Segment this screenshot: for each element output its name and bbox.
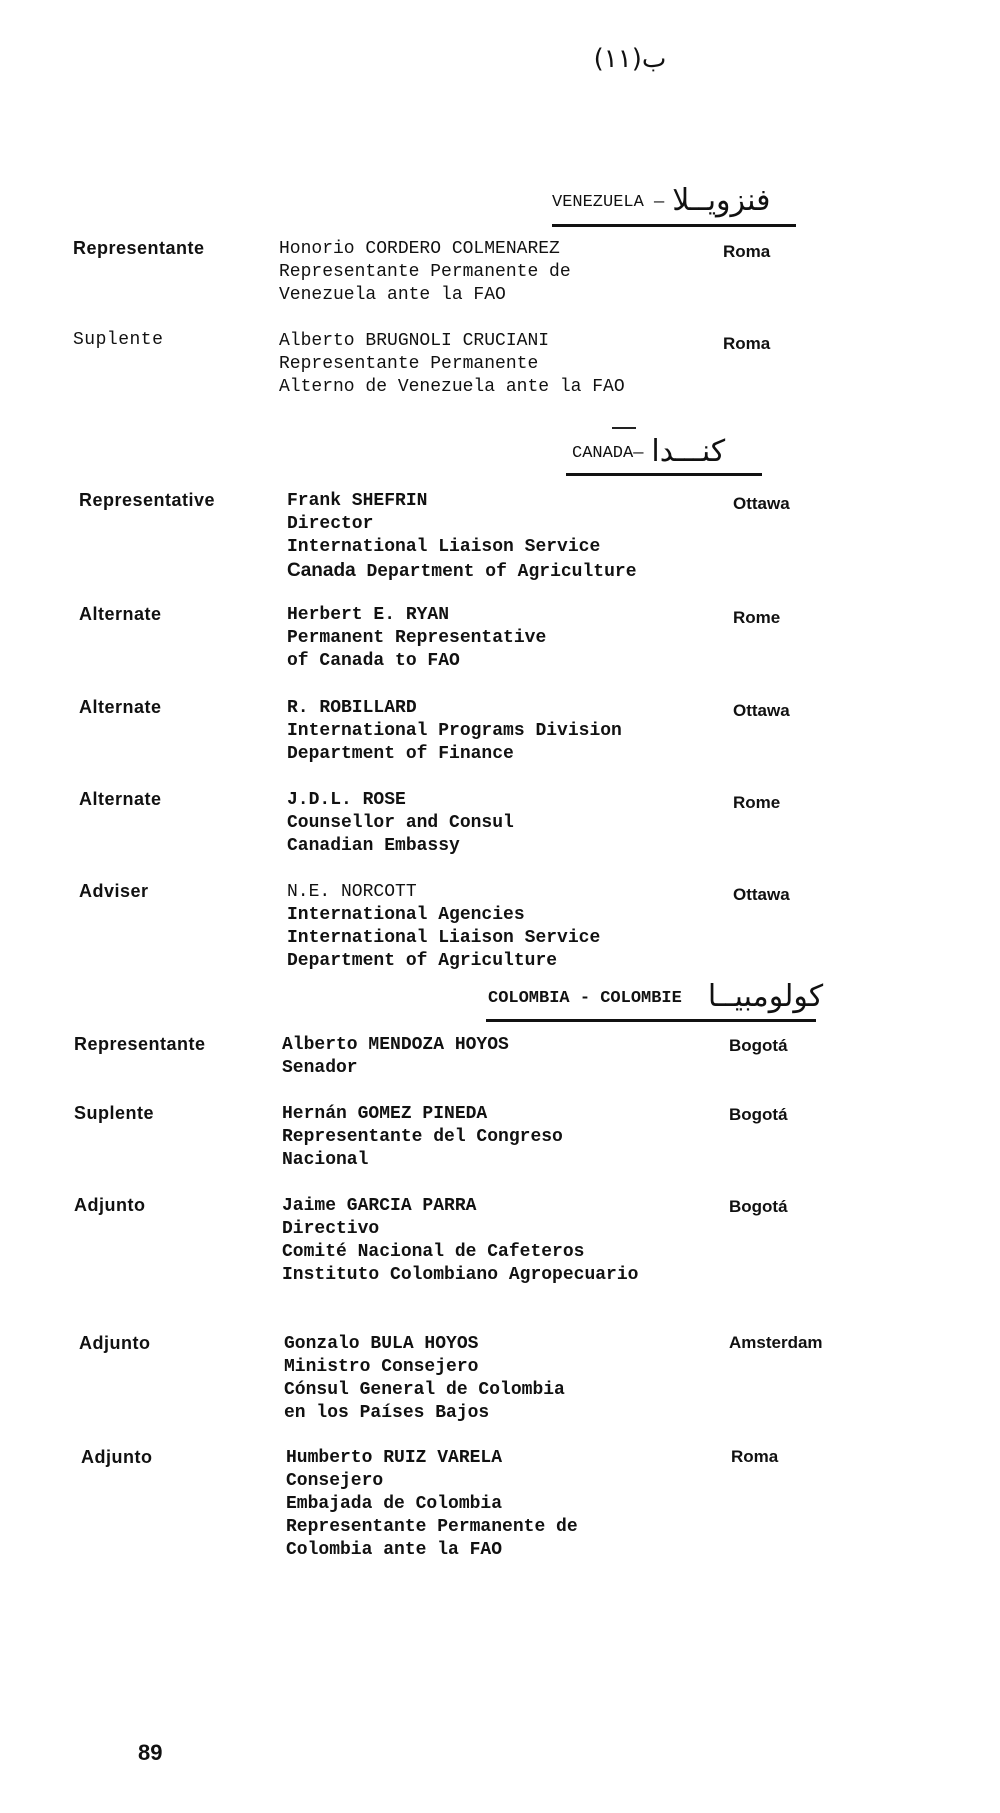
page-marker: ب(١١) (593, 44, 667, 74)
country-word: Canada (287, 560, 356, 581)
delegate-detail-line: Venezuela ante la FAO (279, 285, 506, 305)
delegate-detail-line: International Agencies (287, 905, 525, 925)
delegate-details (282, 1103, 563, 1172)
delegate-detail-line: of Canada to FAO (287, 651, 460, 671)
delegate-name: Jaime GARCIA PARRA (282, 1196, 477, 1216)
delegate-name: Gonzalo BULA HOYOS (284, 1334, 479, 1354)
delegate-detail-line: Permanent Representative (287, 628, 547, 648)
delegate-details (282, 1195, 638, 1287)
role-label: Alternate (79, 604, 162, 624)
delegate-detail-line: Senador (282, 1058, 358, 1078)
delegate-detail-line: Representante Permanente (279, 354, 539, 374)
role-label: Alternate (79, 697, 162, 717)
delegate-details (287, 604, 546, 673)
section-heading-colombia (488, 979, 824, 1014)
delegate-details (279, 238, 571, 307)
delegate-detail-line: Embajada de Colombia (286, 1494, 503, 1514)
delegate-details (287, 490, 637, 584)
delegate-detail-line: Comité Nacional de Cafeteros (282, 1242, 585, 1262)
department-text: Department of Agriculture (366, 562, 637, 582)
page-number: 89 (138, 1740, 163, 1765)
delegate-name: R. ROBILLARD (287, 698, 417, 718)
delegate-detail-line: Ministro Consejero (284, 1357, 479, 1377)
delegate-details (287, 697, 622, 766)
delegate-details (287, 881, 600, 973)
section-title-latin: VENEZUELA — (552, 193, 665, 212)
delegate-city: Amsterdam (729, 1333, 823, 1352)
delegate-details (286, 1447, 578, 1562)
delegate-city: Rome (733, 793, 781, 812)
delegate-city: Bogotá (729, 1197, 788, 1216)
delegate-detail-line: Representante Permanente de (286, 1517, 578, 1537)
section-title-latin: COLOMBIA - COLOMBIE (488, 989, 682, 1008)
delegate-city: Ottawa (733, 701, 790, 720)
delegate-name: J.D.L. ROSE (287, 790, 406, 810)
section-title-arabic: كنـــدا (651, 434, 726, 469)
section-underline (552, 224, 796, 227)
section-underline (486, 1019, 816, 1022)
delegate-detail-line: Colombia ante la FAO (286, 1540, 503, 1560)
delegate-detail-line: International Liaison Service (287, 928, 601, 948)
delegate-details (287, 789, 514, 858)
delegate-detail-line: Canadian Embassy (287, 836, 460, 856)
delegate-detail-line: Alterno de Venezuela ante la FAO (279, 377, 625, 397)
delegate-city: Roma (723, 242, 771, 261)
delegate-name: Alberto BRUGNOLI CRUCIANI (279, 331, 550, 351)
delegate-name: Honorio CORDERO COLMENAREZ (279, 239, 560, 259)
role-label: Representante (73, 238, 205, 258)
delegate-city: Bogotá (729, 1105, 788, 1124)
role-label: Adjunto (74, 1195, 146, 1215)
delegate-detail-line: Department of Finance (287, 744, 514, 764)
role-label: Representante (74, 1034, 206, 1054)
section-title-latin: CANADA— (572, 444, 644, 463)
role-label: Representative (79, 490, 216, 510)
delegate-detail-line: Directivo (282, 1219, 380, 1239)
delegate-detail-line: Consejero (286, 1471, 384, 1491)
role-label: Suplente (74, 1103, 155, 1123)
delegate-detail-line: en los Países Bajos (284, 1403, 490, 1423)
section-heading-canada (572, 434, 726, 469)
role-label: Adjunto (81, 1447, 153, 1467)
delegate-details (279, 330, 625, 399)
role-label: Adviser (79, 881, 149, 901)
delegate-detail-line (287, 559, 637, 584)
delegate-name: Herbert E. RYAN (287, 605, 450, 625)
delegate-city: Bogotá (729, 1036, 788, 1055)
delegate-detail-line: Representante Permanente de (279, 262, 571, 282)
delegate-city: Ottawa (733, 494, 790, 513)
delegate-details (282, 1034, 509, 1080)
delegate-city: Rome (733, 608, 781, 627)
delegate-city: Roma (723, 334, 771, 353)
delegate-detail-line: Director (287, 514, 374, 534)
delegate-detail-line: Representante del Congreso (282, 1127, 563, 1147)
section-underline (566, 473, 762, 476)
delegate-detail-line: International Liaison Service (287, 537, 601, 557)
divider-dash (612, 427, 636, 429)
delegate-name: Alberto MENDOZA HOYOS (282, 1035, 509, 1055)
delegate-name: Hernán GOMEZ PINEDA (282, 1104, 488, 1124)
section-title-arabic: فنزويــلا (672, 183, 771, 218)
delegate-detail-line: Department of Agriculture (287, 951, 558, 971)
delegate-detail-line: Nacional (282, 1150, 369, 1170)
delegate-detail-line: International Programs Division (287, 721, 622, 741)
delegate-details (284, 1333, 565, 1425)
role-label: Adjunto (79, 1333, 151, 1353)
delegate-name: Humberto RUIZ VARELA (286, 1448, 503, 1468)
delegate-name: N.E. NORCOTT (287, 882, 417, 902)
delegate-detail-line: Cónsul General de Colombia (284, 1380, 565, 1400)
delegate-city: Roma (731, 1447, 779, 1466)
section-title-arabic: كولومبيــا (707, 979, 824, 1014)
delegate-city: Ottawa (733, 885, 790, 904)
role-label: Alternate (79, 789, 162, 809)
delegate-detail-line: Instituto Colombiano Agropecuario (282, 1265, 639, 1285)
delegate-detail-line: Counsellor and Consul (287, 813, 514, 833)
role-label: Suplente (73, 330, 164, 350)
delegate-name: Frank SHEFRIN (287, 491, 428, 511)
section-heading-venezuela (552, 183, 771, 218)
